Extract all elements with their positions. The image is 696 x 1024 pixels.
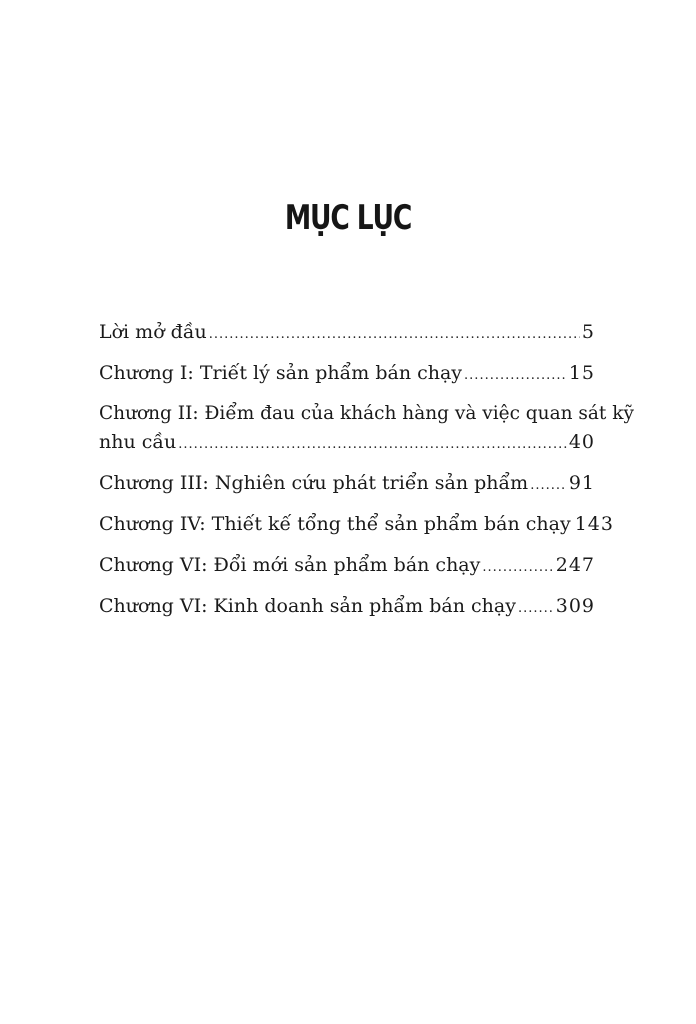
- toc-entry: [99, 551, 595, 582]
- toc-entry-title: Chương IV: Thiết kế tổng thể sản phẩm bán chạy: [99, 513, 571, 535]
- dot-leader: [464, 362, 567, 390]
- toc-entry-title: Chương VI: Kinh doanh sản phẩm bán chạy: [99, 595, 516, 617]
- toc-page-number: 15: [568, 362, 595, 384]
- toc-entry-title: Chương VI: Đổi mới sản phẩm bán chạy: [99, 554, 481, 576]
- toc-entry: [99, 469, 595, 500]
- toc-entry: [99, 318, 595, 349]
- toc-page-number: 40: [568, 431, 595, 453]
- toc-page-number: 91: [568, 472, 595, 494]
- toc-entry-title: Lời mở đầu: [99, 321, 207, 343]
- toc-page-number: 5: [581, 321, 595, 343]
- toc-entry: [99, 510, 614, 541]
- toc-entry: [99, 359, 595, 390]
- dot-leader: [482, 554, 553, 582]
- dot-leader: [209, 321, 580, 349]
- toc-entry-title-line1: Chương II: Điểm đau của khách hàng và việc quan sát kỹ: [99, 403, 634, 424]
- toc-page-number: 247: [555, 554, 595, 576]
- dot-leader: [530, 472, 567, 500]
- toc-entry-title: Chương III: Nghiên cứu phát triển sản phẩm: [99, 472, 529, 494]
- dot-leader: [518, 595, 554, 623]
- table-of-contents: [99, 318, 634, 633]
- toc-entry-title: Chương I: Triết lý sản phẩm bán chạy: [99, 362, 463, 384]
- toc-entry: [99, 592, 595, 623]
- toc-page-number: 143: [574, 513, 614, 535]
- toc-entry: [99, 400, 634, 459]
- toc-page-number: 309: [555, 595, 595, 617]
- dot-leader: [178, 431, 567, 459]
- toc-entry-title: nhu cầu: [99, 431, 177, 453]
- page-title: MỤC LỤC: [284, 198, 412, 238]
